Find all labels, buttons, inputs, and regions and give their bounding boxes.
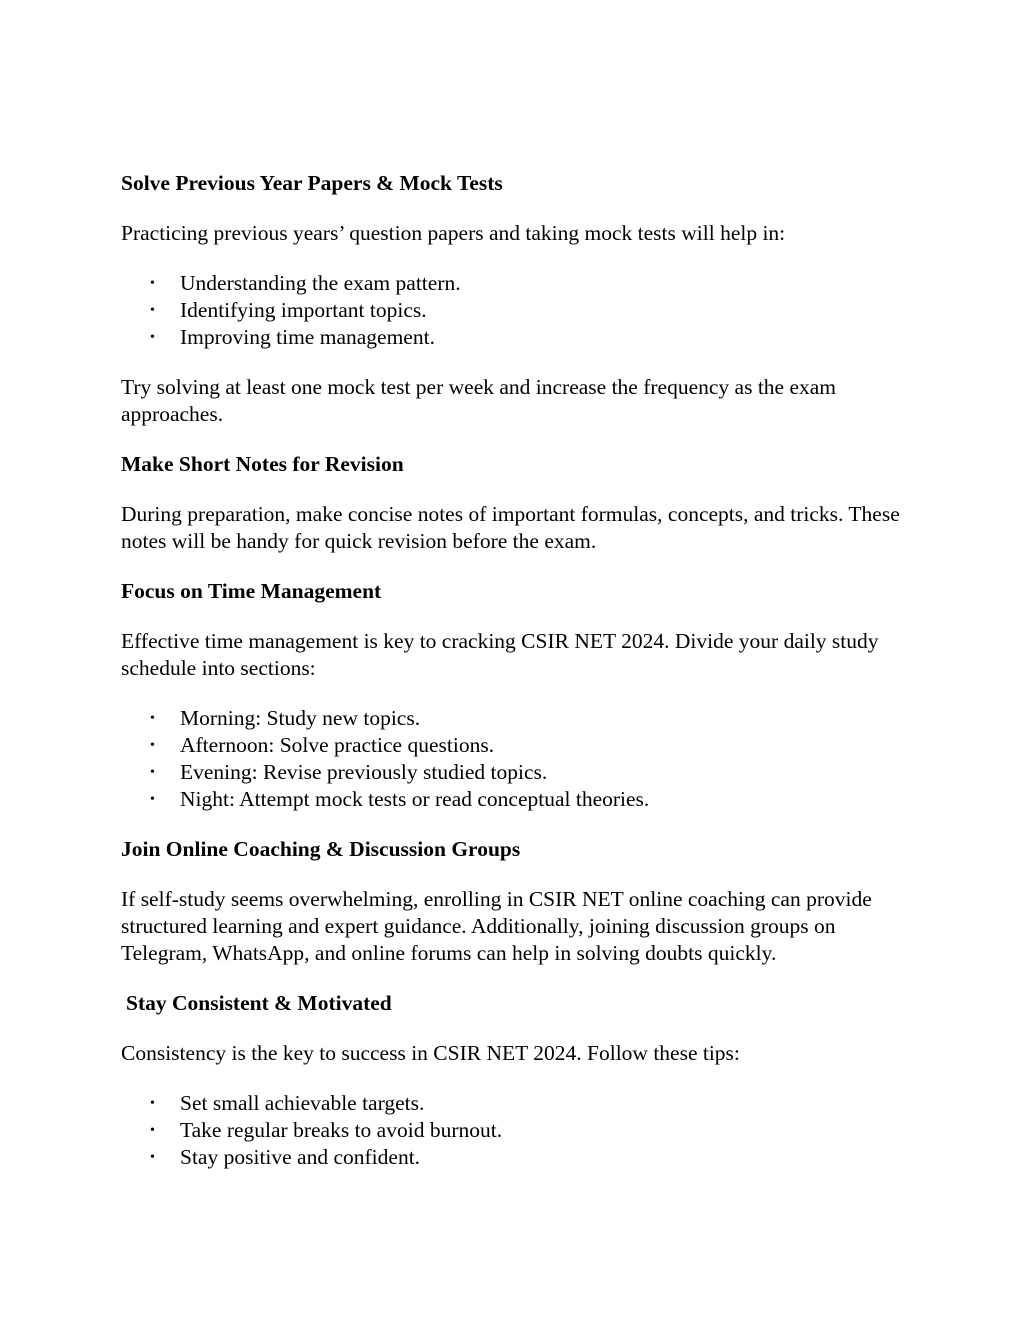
bullet-icon: • — [150, 1123, 155, 1138]
section-intro-consistency: Consistency is the key to success in CSIR NET 2024. Follow these tips: — [121, 1041, 740, 1065]
bullet-icon: • — [150, 276, 155, 291]
list-item: • Identifying important topics. — [150, 298, 427, 322]
document-page — [121, 170, 911, 1194]
section-heading-short-notes: Make Short Notes for Revision — [121, 452, 404, 476]
section-body-short-notes: During preparation, make concise notes of important formulas, concepts, and tricks. These notes will be handy for quick revision before the exam. — [121, 502, 900, 553]
list-item: • Night: Attempt mock tests or read conceptual theories. — [150, 787, 650, 811]
section-body-online-coaching: If self-study seems overwhelming, enrolling in CSIR NET online coaching can provide structured learning and expert guidance. Additionally, joining discussion groups on Telegram, WhatsApp, and online forums can help in solving doubts quickly. — [121, 887, 872, 965]
section-intro-mock-tests: Practicing previous years’ question papers and taking mock tests will help in: — [121, 221, 786, 245]
list-item: • Afternoon: Solve practice questions. — [150, 733, 495, 757]
bullet-icon: • — [150, 303, 155, 318]
bullet-list-time-management — [121, 705, 911, 813]
bullet-icon: • — [150, 1096, 155, 1111]
section-heading-online-coaching: Join Online Coaching & Discussion Groups — [121, 837, 521, 861]
list-item: • Evening: Revise previously studied topics. — [150, 760, 548, 784]
section-heading-mock-tests: Solve Previous Year Papers & Mock Tests — [121, 171, 503, 195]
section-intro-time-management: Effective time management is key to cracking CSIR NET 2024. Divide your daily study schedule into sections: — [121, 629, 879, 680]
bullet-icon: • — [150, 1150, 155, 1165]
list-item: • Take regular breaks to avoid burnout. — [150, 1118, 503, 1142]
bullet-icon: • — [150, 792, 155, 807]
bullet-icon: • — [150, 330, 155, 345]
bullet-icon: • — [150, 711, 155, 726]
section-heading-time-management: Focus on Time Management — [121, 579, 382, 603]
list-item: • Improving time management. — [150, 325, 435, 349]
list-item: • Set small achievable targets. — [150, 1091, 425, 1115]
list-item: • Morning: Study new topics. — [150, 706, 421, 730]
list-item: • Understanding the exam pattern. — [150, 271, 461, 295]
bullet-icon: • — [150, 738, 155, 753]
section-heading-consistency: Stay Consistent & Motivated — [126, 991, 392, 1015]
bullet-list-consistency — [121, 1090, 911, 1171]
section-outro-mock-tests: Try solving at least one mock test per week and increase the frequency as the exam approaches. — [121, 375, 837, 426]
list-item: • Stay positive and confident. — [150, 1145, 421, 1169]
bullet-icon: • — [150, 765, 155, 780]
bullet-list-mock-tests — [121, 270, 911, 351]
